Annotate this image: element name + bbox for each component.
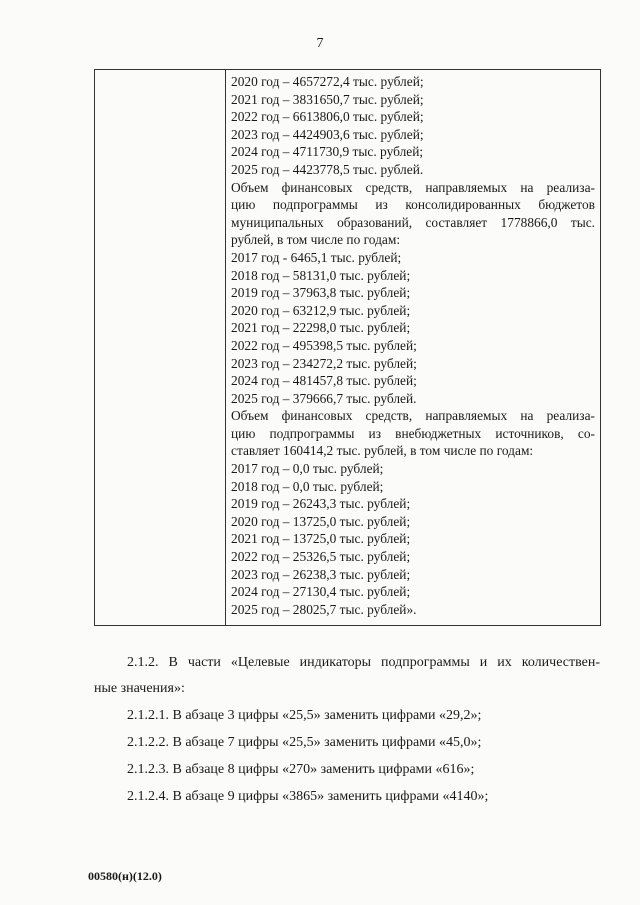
- paragraph-2-1-2-4: 2.1.2.4. В абзаце 9 цифры «3865» заменить цифрами «4140»;: [127, 789, 489, 804]
- table-line: рублей, в том числе по годам:: [231, 232, 401, 248]
- table-line: 2025 год – 28025,7 тыс. рублей».: [231, 601, 417, 617]
- table-line: 2018 год – 58131,0 тыс. рублей;: [231, 267, 411, 283]
- table-line: 2017 год – 0,0 тыс. рублей;: [231, 461, 384, 477]
- table-line: цию подпрограммы из консолидированных бюджетов: [231, 197, 595, 213]
- document-code: 00580(н)(12.0): [88, 869, 162, 883]
- paragraph-2-1-2-line-2: ные значения»:: [94, 681, 185, 696]
- table-line: 2022 год – 495398,5 тыс. рублей;: [231, 337, 417, 353]
- financing-table: [94, 69, 601, 626]
- paragraph-2-1-2-line-1: 2.1.2. В части «Целевые индикаторы подпрограммы и их количествен-: [127, 655, 600, 670]
- table-line: 2024 год – 27130,4 тыс. рублей;: [231, 584, 411, 600]
- table-line: 2020 год – 4657272,4 тыс. рублей;: [231, 74, 424, 89]
- paragraph-2-1-2-1: 2.1.2.1. В абзаце 3 цифры «25,5» заменить цифрами «29,2»;: [127, 708, 482, 723]
- table-line: 2024 год – 4711730,9 тыс. рублей;: [231, 144, 424, 160]
- table-line: 2024 год – 481457,8 тыс. рублей;: [231, 373, 417, 389]
- table-line: 2023 год – 4424903,6 тыс. рублей;: [231, 126, 424, 142]
- table-line: 2019 год – 26243,3 тыс. рублей;: [231, 496, 411, 512]
- table-line: 2023 год – 26238,3 тыс. рублей;: [231, 566, 411, 582]
- table-line: 2021 год – 13725,0 тыс. рублей;: [231, 531, 411, 547]
- table-line: муниципальных образований, составляет 1778866,0 тыс.: [231, 214, 595, 230]
- paragraph-2-1-2-2: 2.1.2.2. В абзаце 7 цифры «25,5» заменить цифрами «45,0»;: [127, 735, 482, 750]
- table-line: 2017 год - 6465,1 тыс. рублей;: [231, 249, 402, 265]
- table-line: цию подпрограммы из внебюджетных источников, со-: [231, 425, 595, 441]
- table-line: 2021 год – 22298,0 тыс. рублей;: [231, 320, 411, 336]
- table-line: 2022 год – 25326,5 тыс. рублей;: [231, 549, 411, 565]
- table-line: Объем финансовых средств, направляемых на реализа-: [231, 408, 595, 424]
- table-line: 2020 год – 13725,0 тыс. рублей;: [231, 513, 411, 529]
- page-number: 7: [316, 36, 324, 51]
- table-right-cell: [231, 73, 595, 618]
- table-line: 2023 год – 234272,2 тыс. рублей;: [231, 355, 417, 371]
- table-line: 2018 год – 0,0 тыс. рублей;: [231, 478, 384, 494]
- table-line: 2020 год – 63212,9 тыс. рублей;: [231, 302, 411, 318]
- table-line: 2021 год – 3831650,7 тыс. рублей;: [231, 91, 424, 107]
- table-line: 2022 год – 6613806,0 тыс. рублей;: [231, 109, 424, 125]
- paragraph-2-1-2-3: 2.1.2.3. В абзаце 8 цифры «270» заменить цифрами «616»;: [127, 762, 475, 777]
- table-line: 2025 год – 4423778,5 тыс. рублей.: [231, 161, 424, 177]
- table-line: 2019 год – 37963,8 тыс. рублей;: [231, 285, 411, 301]
- table-line: Объем финансовых средств, направляемых на реализа-: [231, 179, 595, 195]
- table-line: ставляет 160414,2 тыс. рублей, в том числе по годам:: [231, 443, 534, 459]
- table-left-cell: [95, 70, 226, 625]
- table-line: 2025 год – 379666,7 тыс. рублей.: [231, 390, 417, 406]
